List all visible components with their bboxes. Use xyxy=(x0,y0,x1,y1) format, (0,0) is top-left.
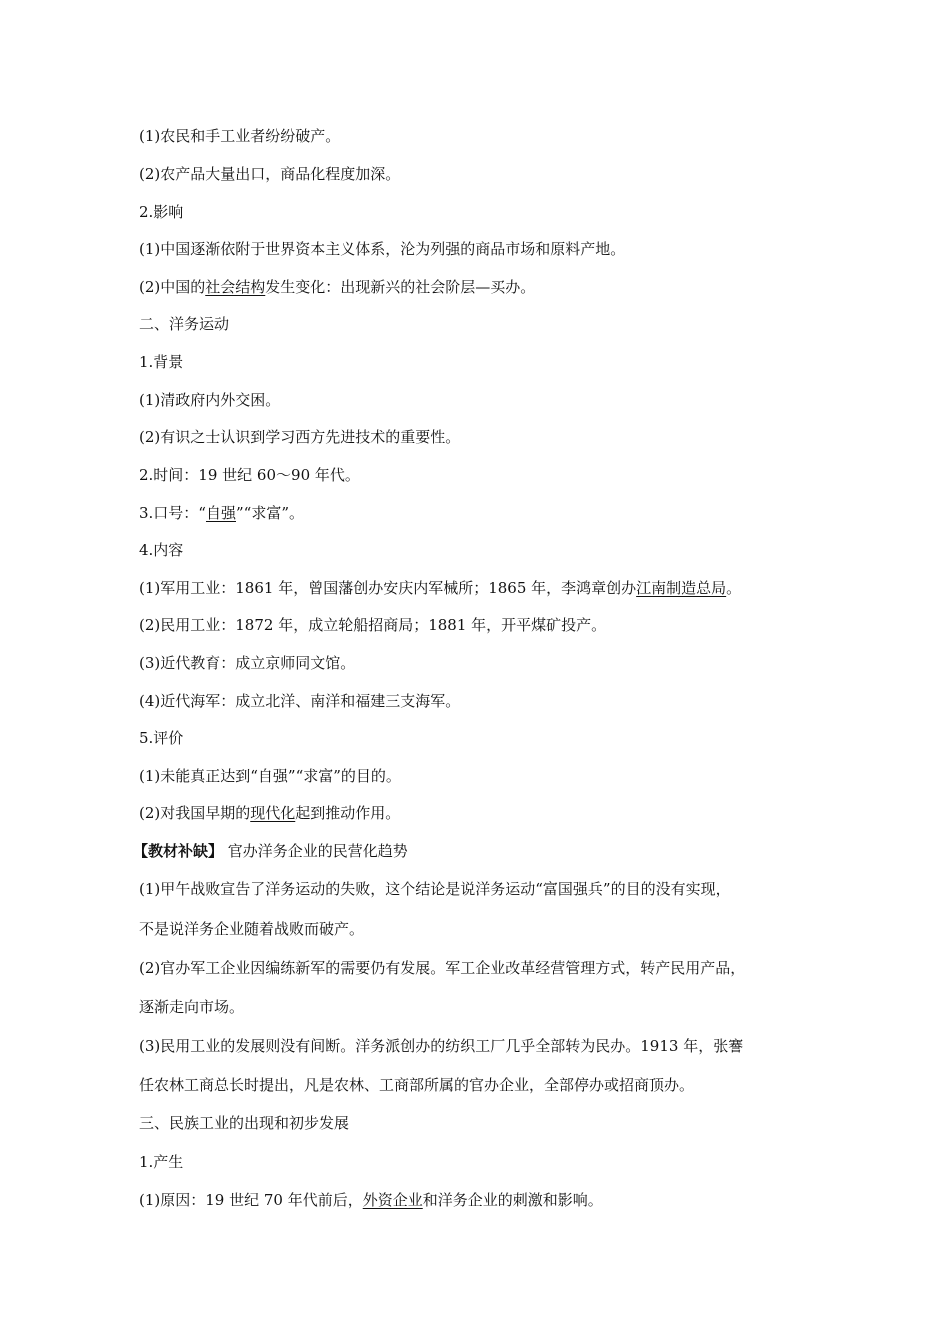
text-line xyxy=(139,919,832,939)
text: (2)农产品大量出口，商品化程度加深。 xyxy=(139,165,401,183)
text-line xyxy=(139,503,832,523)
text-line xyxy=(139,427,832,447)
text: 4.内容 xyxy=(139,541,184,559)
section-heading xyxy=(139,540,832,560)
text-line xyxy=(139,653,832,673)
text-line xyxy=(139,465,832,485)
text: (1)军用工业：1861 年，曾国藩创办安庆内军械所；1865 年，李鸿章创办 xyxy=(139,579,637,597)
text-line xyxy=(139,126,832,146)
text: (2)中国的 xyxy=(139,278,206,296)
text: (1)甲午战败宣告了洋务运动的失败，这个结论是说洋务运动“富国强兵”的目的没有实现， xyxy=(139,880,731,898)
section-heading xyxy=(139,1152,832,1172)
text: 2.影响 xyxy=(139,203,184,221)
text-line xyxy=(139,1036,832,1056)
text: 和洋务企业的刺激和影响。 xyxy=(422,1191,603,1209)
text-line xyxy=(139,803,832,823)
text: (2)官办军工企业因编练新军的需要仍有发展。军工企业改革经营管理方式，转产民用产品， xyxy=(139,959,746,977)
text: 1.背景 xyxy=(139,353,184,371)
text: 5.评价 xyxy=(139,729,184,747)
text-line xyxy=(139,578,832,598)
section-heading xyxy=(139,728,832,748)
text-line xyxy=(139,390,832,410)
text: (3)民用工业的发展则没有间断。洋务派创办的纺织工厂几乎全部转为民办。1913 年，张謇 xyxy=(139,1037,744,1055)
text: 发生变化：出现新兴的社会阶层—买办。 xyxy=(265,278,536,296)
text: 任农林工商总长时提出，凡是农林、工商部所属的官办企业，全部停办或招商顶办。 xyxy=(139,1076,695,1094)
text: 官办洋务企业的民营化趋势 xyxy=(223,842,408,860)
text: (4)近代海军：成立北洋、南洋和福建三支海军。 xyxy=(139,692,461,710)
text: 1.产生 xyxy=(139,1153,184,1171)
underlined-term: 现代化 xyxy=(250,804,296,822)
text: 起到推动作用。 xyxy=(295,804,401,822)
underlined-term: 社会结构 xyxy=(205,278,266,296)
text: 不是说洋务企业随着战败而破产。 xyxy=(139,920,365,938)
text-line xyxy=(139,997,832,1017)
section-heading xyxy=(139,352,832,372)
text-line xyxy=(139,766,832,786)
text-line xyxy=(139,277,832,297)
text: (1)农民和手工业者纷纷破产。 xyxy=(139,127,341,145)
text: 三、民族工业的出现和初步发展 xyxy=(139,1114,350,1132)
text: (2)民用工业：1872 年，成立轮船招商局；1881 年，开平煤矿投产。 xyxy=(139,616,607,634)
supplement-tag: 【教材补缺】 xyxy=(133,842,224,860)
text-line xyxy=(139,1190,832,1210)
text: 。 xyxy=(726,579,742,597)
text: (1)中国逐渐依附于世界资本主义体系，沦为列强的商品市场和原料产地。 xyxy=(139,240,626,258)
text: 3.口号：“ xyxy=(139,504,206,522)
supplement-heading xyxy=(133,841,832,861)
text: (2)有识之士认识到学习西方先进技术的重要性。 xyxy=(139,428,461,446)
text: (1)未能真正达到“自强”“求富”的目的。 xyxy=(139,767,401,785)
text-line xyxy=(139,164,832,184)
text: (3)近代教育：成立京师同文馆。 xyxy=(139,654,356,672)
underlined-term: 江南制造总局 xyxy=(636,579,727,597)
text: 逐渐走向市场。 xyxy=(139,998,245,1016)
text-line xyxy=(139,958,832,978)
text: 2.时间：19 世纪 60～90 年代。 xyxy=(139,466,360,484)
underlined-term: 自强 xyxy=(205,504,236,522)
text: (1)原因：19 世纪 70 年代前后， xyxy=(139,1191,363,1209)
section-heading xyxy=(139,202,832,222)
text: (1)清政府内外交困。 xyxy=(139,391,281,409)
text-line xyxy=(139,1075,832,1095)
text: 二、洋务运动 xyxy=(139,315,230,333)
text: (2)对我国早期的 xyxy=(139,804,251,822)
section-heading xyxy=(139,314,832,334)
text-line xyxy=(139,879,832,899)
text: ”“求富”。 xyxy=(236,504,305,522)
text-line xyxy=(139,239,832,259)
underlined-term: 外资企业 xyxy=(362,1191,423,1209)
text-line xyxy=(139,691,832,711)
section-heading xyxy=(139,1113,832,1133)
text-line xyxy=(139,615,832,635)
